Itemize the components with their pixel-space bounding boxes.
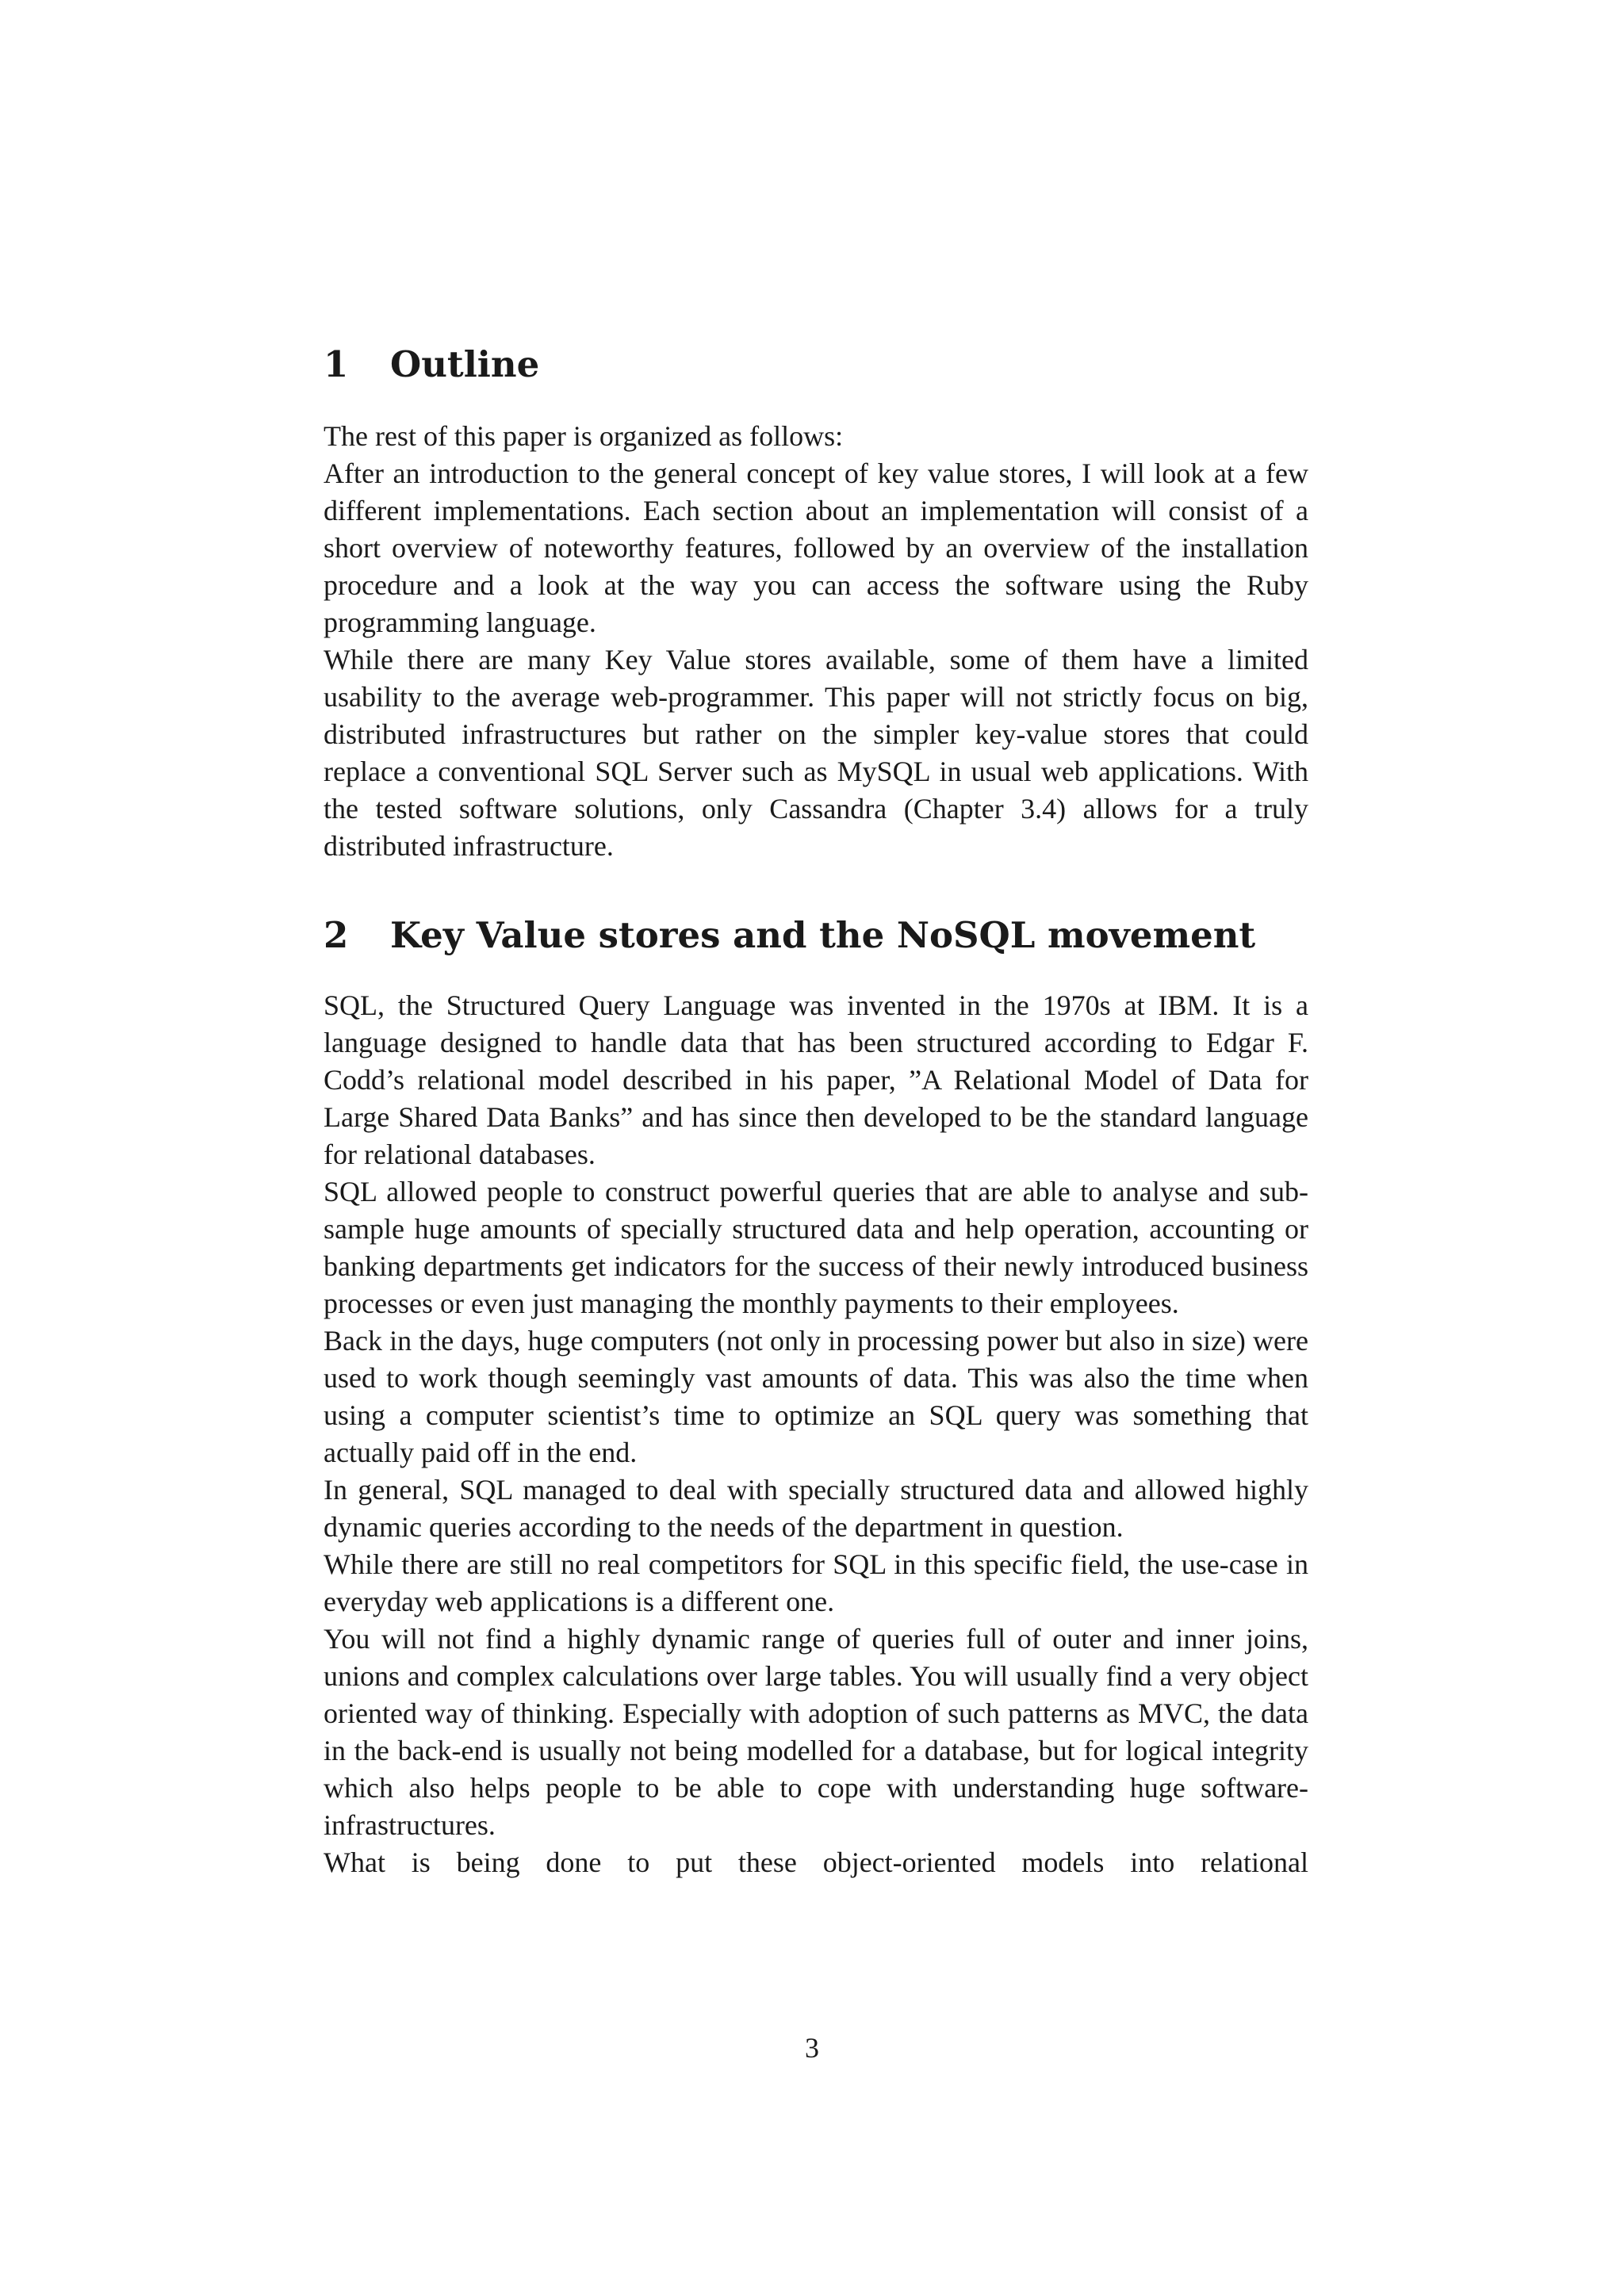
paragraph: SQL allowed people to construct powerful queries that are able to analyse and sub-sample huge amounts of specially structured data and help operation, accounting or banking departments get indicators for the success of their newly introduced business processes or even just managing the monthly payments to their employees. — [324, 1176, 1308, 1319]
paragraph: SQL, the Structured Query Language was invented in the 1970s at IBM. It is a language designed to handle data that has been structured according to Edgar F. Codd’s relational model described in his paper, ”A Relational Model of Data for Large Shared Data Banks” and has since then developed to be the standard language for relational databases. — [324, 989, 1308, 1170]
paragraph: While there are many Key Value stores available, some of them have a limited usability to the average web-programmer. This paper will not strictly focus on big, distributed infrastructures but rather on the simpler key-value stores that could replace a conventional SQL Server such as MySQL in usual web applications. With the tested software solutions, only Cassandra (Chapter 3.4) allows for a truly distributed infrastructure. — [324, 644, 1308, 862]
section-title: Outline — [390, 343, 540, 385]
paragraph: While there are still no real competitors for SQL in this specific field, the use-case in everyday web applications is a different one. — [324, 1548, 1308, 1617]
section-outline — [324, 341, 1308, 388]
section-title: Key Value stores and the NoSQL movement — [390, 914, 1256, 956]
paragraph: You will not find a highly dynamic range of queries full of outer and inner joins, unions and complex calculations over large tables. You will usually find a very object oriented way of thinking. Especially with adoption of such patterns as MVC, the data in the back-end is usually not being modelled for a database, but for logical integrity which also helps people to be able to cope with understanding huge software-infrastructures. — [324, 1623, 1308, 1841]
section-outline-body — [324, 418, 1308, 865]
section-number: 2 — [324, 914, 349, 956]
section-heading — [324, 912, 1308, 959]
paragraph: Back in the days, huge computers (not only in processing power but also in size) were used to work though seemingly vast amounts of data. This was also the time when using a computer scientist’s time to optimize an SQL query was something that actually paid off in the end. — [324, 1325, 1308, 1468]
section-key-value-stores — [324, 912, 1308, 959]
paragraph: What is being done to put these object-oriented models into relational — [324, 1846, 1308, 1878]
paragraph: The rest of this paper is organized as follows: — [324, 420, 844, 452]
section-number: 1 — [324, 343, 349, 385]
section-key-value-stores-body — [324, 987, 1308, 1881]
page-number: 3 — [805, 2032, 819, 2064]
paragraph: After an introduction to the general concept of key value stores, I will look at a few different implementations. Each section about an implementation will consist of a short overview of noteworthy features, followed by an overview of the installation procedure and a look at the way you can access the software using the Ruby programming language. — [324, 457, 1308, 638]
paragraph: In general, SQL managed to deal with specially structured data and allowed highly dynamic queries according to the needs of the department in question. — [324, 1474, 1308, 1543]
section-heading — [324, 341, 1308, 388]
